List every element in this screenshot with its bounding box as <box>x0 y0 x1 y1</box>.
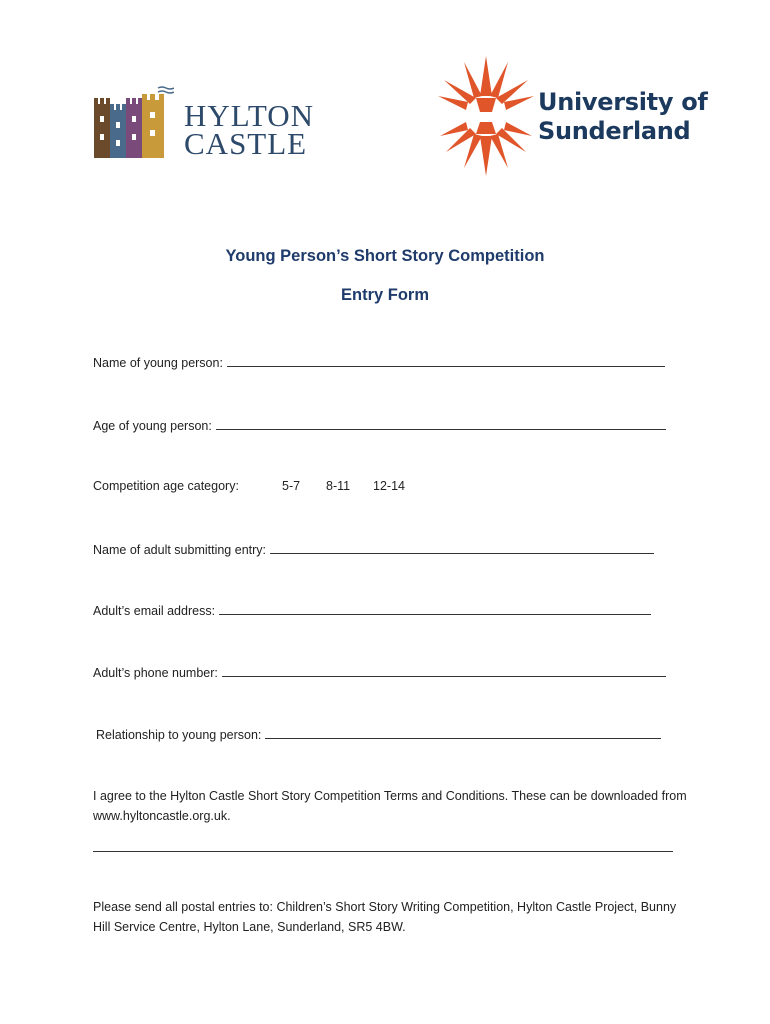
adult-name-input[interactable] <box>270 541 654 554</box>
relationship-field <box>96 726 661 742</box>
age-category-label: Competition age category: <box>93 479 239 493</box>
age-category-field <box>93 479 239 493</box>
hylton-logo-line1: HYLTON <box>184 98 315 133</box>
relationship-input[interactable] <box>265 726 661 739</box>
young-person-age-field <box>93 417 666 433</box>
adult-phone-label: Adult’s phone number: <box>93 666 218 680</box>
adult-name-field <box>93 541 654 557</box>
adult-name-label: Name of adult submitting entry: <box>93 543 266 557</box>
young-person-name-field <box>93 354 665 370</box>
young-person-name-input[interactable] <box>227 354 665 367</box>
signature-line[interactable] <box>93 851 673 852</box>
sunderland-logo-line1: University of <box>538 88 708 116</box>
adult-email-input[interactable] <box>219 602 651 615</box>
age-category-option-12-14[interactable]: 12-14 <box>373 479 405 493</box>
sunburst-icon <box>436 56 536 178</box>
sunderland-logo-line2: Sunderland <box>538 117 691 145</box>
castle-towers-icon <box>92 86 174 160</box>
hylton-logo-line2: CASTLE <box>184 126 308 161</box>
adult-email-label: Adult’s email address: <box>93 604 216 618</box>
young-person-age-input[interactable] <box>216 417 666 430</box>
adult-phone-input[interactable] <box>222 664 666 677</box>
terms-agreement-text: I agree to the Hylton Castle Short Story Competition Terms and Conditions. These can be downloaded from www.hyltoncastle.org.uk. <box>93 789 687 823</box>
young-person-age-label: Age of young person: <box>93 419 212 433</box>
university-of-sunderland-logo <box>436 56 716 178</box>
age-category-option-8-11[interactable]: 8-11 <box>326 479 351 493</box>
relationship-label: Relationship to young person: <box>96 728 262 742</box>
adult-phone-field <box>93 664 666 680</box>
age-category-option-5-7[interactable]: 5-7 <box>282 479 301 493</box>
adult-email-field <box>93 602 651 618</box>
hylton-castle-logo <box>92 86 324 160</box>
page-subtitle: Entry Form <box>340 286 429 304</box>
postal-address-text: Please send all postal entries to: Children’s Short Story Writing Competition, Hylton Castle Project, Bunny Hill Service Centre, Hylton Lane, Sunderland, SR5 4BW. <box>93 900 677 934</box>
page-title: Young Person’s Short Story Competition <box>225 247 545 265</box>
young-person-name-label: Name of young person: <box>93 356 223 370</box>
